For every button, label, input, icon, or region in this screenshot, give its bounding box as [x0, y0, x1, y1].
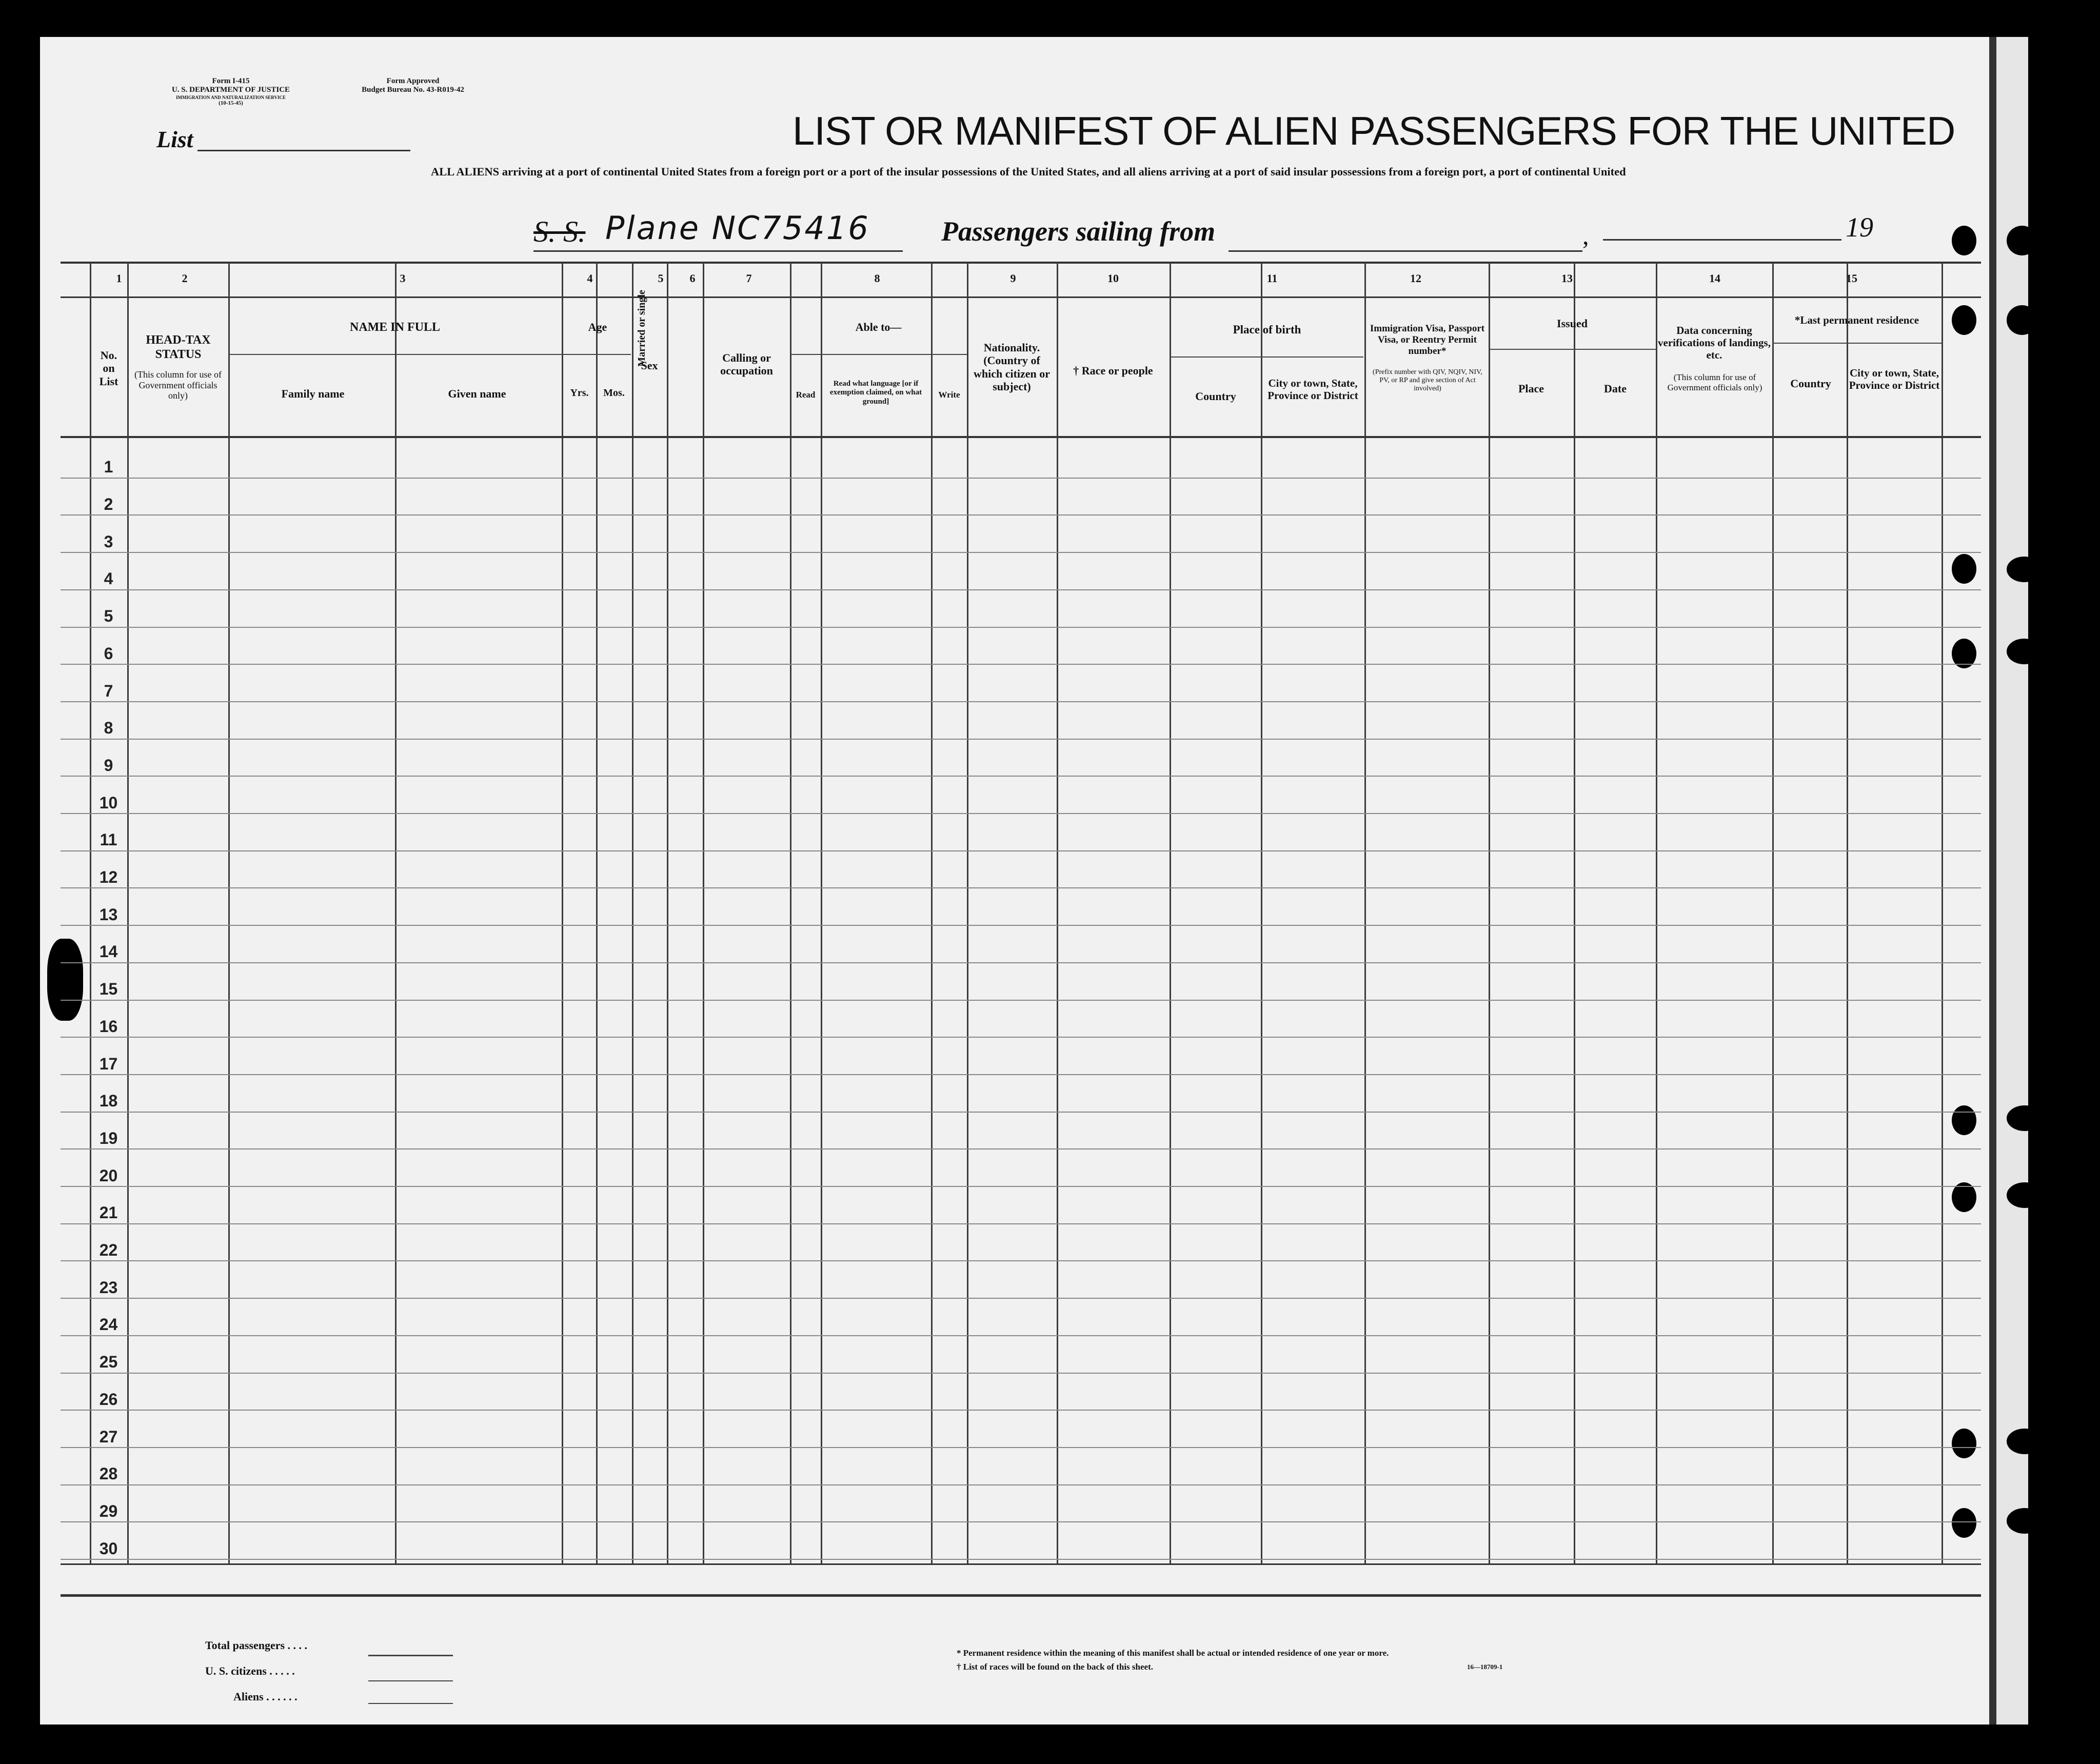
row-number: 4 [104, 569, 113, 588]
binding-edge [1989, 37, 2028, 1725]
column-rule [790, 262, 791, 1563]
punch-hole [1952, 1508, 1976, 1538]
row-number: 21 [99, 1203, 118, 1222]
city-birth-header: City or town, State, Province or District [1267, 377, 1358, 402]
year-label: 19 [1846, 212, 1873, 243]
column-rule [1574, 262, 1575, 1563]
residence-city-header: City or town, State, Province or District [1849, 367, 1940, 392]
punch-hole [2007, 305, 2037, 335]
column-number: 10 [1107, 272, 1119, 285]
column-number: 8 [874, 272, 880, 285]
row-number: 1 [104, 458, 113, 476]
head-tax-header: HEAD-TAX STATUS [146, 333, 211, 361]
row-rule [61, 1410, 1981, 1411]
total-line [368, 1655, 453, 1656]
column-number: 2 [182, 272, 188, 285]
date-issued-header: Date [1604, 382, 1627, 395]
row-number: 29 [99, 1502, 118, 1520]
punch-hole [1952, 305, 1976, 335]
table-rule [61, 296, 1981, 298]
column-number: 11 [1266, 272, 1278, 285]
row-rule [61, 739, 1981, 740]
birth-subrule [1170, 356, 1363, 358]
place-issued-header: Place [1518, 382, 1544, 395]
no-on-list-header: No. on List [99, 349, 118, 388]
row-number: 30 [99, 1539, 118, 1558]
age-subrule [562, 354, 631, 355]
able-to-header: Able to— [855, 321, 902, 333]
print-code: 16—18709-1 [1467, 1663, 1503, 1671]
row-number: 12 [99, 868, 118, 886]
punch-hole [1952, 1105, 1976, 1135]
column-rule [1170, 262, 1171, 1563]
column-number: 13 [1561, 272, 1573, 285]
row-number: 19 [99, 1129, 118, 1147]
punch-hole [2007, 226, 2037, 255]
row-rule [61, 850, 1981, 851]
sex-header: Sex [641, 359, 658, 372]
row-rule [61, 1112, 1981, 1113]
age-header: Age [588, 321, 607, 333]
punch-hole [2007, 639, 2042, 664]
column-rule [596, 262, 598, 1563]
form-approved: Form Approved [386, 77, 440, 85]
punch-hole [2007, 1182, 2043, 1208]
list-underline [197, 150, 410, 151]
landings-header: Data concerning verifications of landings, etc. [1658, 324, 1771, 362]
row-rule [61, 478, 1981, 479]
row-rule [61, 1037, 1981, 1038]
department: U. S. DEPARTMENT OF JUSTICE [171, 86, 290, 94]
row-number: 10 [99, 794, 118, 812]
table-rule [61, 262, 1981, 264]
column-number: 14 [1709, 272, 1720, 285]
visa-header: Immigration Visa, Passport Visa, or Reentry Permit number* [1370, 323, 1485, 356]
row-rule [61, 1260, 1981, 1261]
page-subtitle: ALL ALIENS arriving at a port of continental United States from a foreign port or a port of the insular possessions of the United States, and all aliens arriving at a port of said insular possessions from a foreign port, a port of continental United [431, 165, 1626, 178]
column-rule [395, 262, 397, 1563]
row-rule [61, 1223, 1981, 1224]
column-number: 6 [689, 272, 696, 285]
row-number: 15 [99, 980, 118, 998]
column-number: 12 [1410, 272, 1421, 285]
row-number: 28 [99, 1464, 118, 1483]
budget-bureau: Budget Bureau No. 43-R019-42 [362, 86, 464, 94]
page-title: LIST OR MANIFEST OF ALIEN PASSENGERS FOR THE UNITED [793, 108, 1955, 153]
mos-header: Mos. [603, 387, 625, 399]
row-number: 3 [104, 532, 113, 551]
row-rule [61, 1148, 1981, 1149]
row-rule [61, 925, 1981, 926]
form-number: Form I-415 [212, 77, 250, 85]
column-number: 7 [746, 272, 752, 285]
column-number: 3 [400, 272, 406, 285]
row-number: 22 [99, 1241, 118, 1259]
row-number: 14 [99, 942, 118, 961]
sailing-from-line [1229, 250, 1582, 252]
comma-sep: , [1582, 221, 1589, 250]
visa-note: (Prefix number with QIV, NQIV, NIV, PV, or RP and give section of Act involved) [1373, 368, 1482, 393]
table-rule [61, 436, 1981, 438]
row-rule [61, 1000, 1981, 1001]
row-rule [61, 627, 1981, 628]
row-number: 24 [99, 1315, 118, 1334]
issued-header: Issued [1557, 317, 1588, 330]
column-rule [127, 262, 129, 1563]
service: IMMIGRATION AND NATURALIZATION SERVICE [176, 94, 286, 100]
row-rule [61, 514, 1981, 516]
read-header: Read [796, 390, 816, 400]
row-number: 7 [104, 682, 113, 700]
row-number: 26 [99, 1390, 118, 1409]
punch-hole [2007, 557, 2042, 582]
row-rule [61, 1559, 1981, 1560]
column-number: 4 [587, 272, 593, 285]
punch-hole [1952, 554, 1976, 584]
residence-country-header: Country [1790, 377, 1831, 390]
row-number: 11 [100, 830, 117, 849]
row-rule [61, 776, 1981, 777]
footnote-races: † List of races will be found on the back of this sheet. [957, 1662, 1153, 1672]
column-rule [931, 262, 933, 1563]
last-residence-header: *Last permanent residence [1794, 314, 1919, 326]
given-name-header: Given name [448, 387, 506, 400]
landings-note: (This column for use of Government officials only) [1667, 372, 1762, 392]
column-rule [703, 262, 704, 1563]
row-rule [61, 1186, 1981, 1187]
race-header: † Race or people [1073, 364, 1153, 377]
ss-handwritten-value: Plane NC75416 [605, 209, 870, 247]
ss-label: S. S. [533, 215, 586, 248]
approval-block [354, 77, 472, 95]
row-rule [61, 1298, 1981, 1299]
nationality-header: Nationality. (Country of which citizen or subject) [973, 341, 1051, 393]
passengers-sailing-label: Passengers sailing from [941, 216, 1216, 247]
row-number: 17 [99, 1055, 118, 1073]
citizens-line [368, 1680, 453, 1681]
row-rule [61, 1074, 1981, 1075]
column-number: 1 [116, 272, 122, 285]
column-number: 5 [658, 272, 664, 285]
column-rule [228, 262, 230, 1563]
column-rule [1057, 262, 1058, 1563]
aliens-label: Aliens . . . . . . [233, 1690, 298, 1703]
torn-edge-mark [47, 939, 83, 1021]
edition: (10-15-45) [219, 100, 243, 106]
married-header: Married or single [636, 290, 647, 367]
row-rule [61, 962, 1981, 963]
punch-hole [1952, 226, 1976, 255]
list-label: List [156, 126, 193, 152]
head-tax-note: (This column for use of Government officials only) [134, 369, 222, 401]
aliens-line [368, 1703, 453, 1704]
row-number: 9 [104, 756, 113, 775]
row-rule [61, 1484, 1981, 1485]
column-rule [1941, 262, 1943, 1563]
row-number: 27 [99, 1428, 118, 1446]
column-rule [967, 262, 968, 1563]
family-name-header: Family name [281, 387, 345, 400]
column-rule [562, 262, 563, 1563]
row-number: 18 [99, 1092, 118, 1110]
write-header: Write [938, 390, 960, 400]
column-rule [1772, 262, 1774, 1563]
punch-hole [2007, 1508, 2043, 1534]
row-rule [61, 887, 1981, 888]
column-rule [1847, 262, 1848, 1563]
yrs-header: Yrs. [570, 387, 589, 399]
row-rule [61, 664, 1981, 665]
row-rule [61, 813, 1981, 814]
row-number: 5 [104, 607, 113, 625]
place-of-birth-header: Place of birth [1233, 323, 1301, 336]
column-rule [1364, 262, 1366, 1563]
row-rule [61, 701, 1981, 702]
footnote-residence: * Permanent residence within the meaning of this manifest shall be actual or intended residence of one year or more. [957, 1648, 1389, 1658]
punch-hole [1952, 1429, 1976, 1458]
row-number: 25 [99, 1353, 118, 1371]
column-rule [632, 262, 633, 1563]
us-citizens-label: U. S. citizens . . . . . [205, 1664, 295, 1677]
row-number: 16 [99, 1017, 118, 1036]
column-rule [821, 262, 822, 1563]
country-birth-header: Country [1195, 390, 1236, 403]
ss-underline [533, 250, 903, 252]
row-number: 13 [99, 905, 118, 924]
row-number: 20 [99, 1166, 118, 1185]
date-line [1603, 239, 1841, 241]
read-language-header: Read what language [or if exemption claimed, on what ground] [829, 380, 922, 406]
row-rule [61, 1447, 1981, 1448]
name-subrule [228, 354, 562, 355]
table-rule [61, 1594, 1981, 1597]
row-rule [61, 1373, 1981, 1374]
residence-subrule [1772, 343, 1941, 344]
name-in-full-header: NAME IN FULL [349, 321, 440, 334]
table-rule [61, 1563, 1981, 1565]
column-number: 15 [1846, 272, 1857, 285]
row-number: 6 [104, 644, 113, 663]
calling-header: Calling or occupation [720, 351, 773, 378]
row-number: 2 [104, 495, 113, 513]
manifest-page [40, 37, 2021, 1725]
column-rule [1656, 262, 1657, 1563]
column-number: 9 [1010, 272, 1016, 285]
punch-hole [2007, 1105, 2043, 1131]
row-rule [61, 589, 1981, 590]
punch-hole [2007, 1429, 2043, 1454]
total-passengers-label: Total passengers . . . . [205, 1639, 308, 1652]
row-rule [61, 552, 1981, 553]
row-rule [61, 1335, 1981, 1336]
row-number: 23 [99, 1278, 118, 1297]
column-rule [1261, 262, 1262, 1563]
row-number: 8 [104, 719, 113, 737]
row-rule [61, 1521, 1981, 1522]
issued-subrule [1489, 349, 1656, 350]
able-subrule [790, 354, 967, 355]
form-id-block [154, 77, 308, 106]
column-rule [667, 262, 668, 1563]
column-rule [1489, 262, 1490, 1563]
